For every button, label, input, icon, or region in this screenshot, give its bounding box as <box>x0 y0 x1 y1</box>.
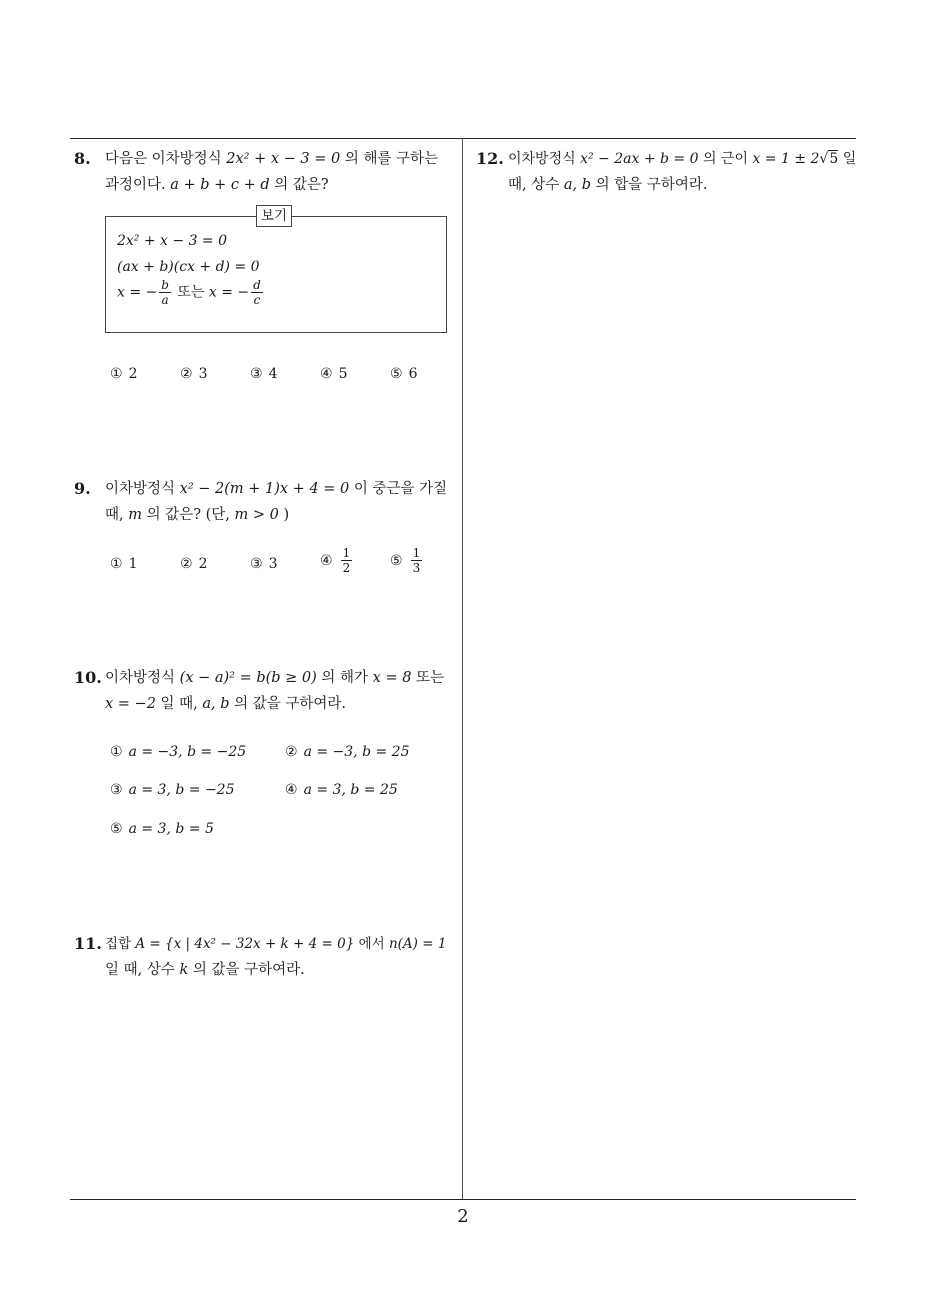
question-text: 집합 <box>105 936 136 952</box>
choice-4[interactable] <box>320 546 354 575</box>
question-line <box>105 691 346 717</box>
question-line <box>105 502 289 528</box>
choice-mark: ⑤ <box>390 366 403 382</box>
choice-mark: ③ <box>250 556 263 572</box>
denominator: c <box>253 293 261 307</box>
choice-value: 2 <box>128 366 138 382</box>
question-line <box>105 931 446 957</box>
expression: a + b + c + d <box>170 177 270 193</box>
question-text: 또는 <box>411 670 445 686</box>
choice-3[interactable] <box>250 366 277 382</box>
example-line: (ax + b)(cx + d) = 0 <box>117 259 260 275</box>
question-line <box>508 172 708 198</box>
question-text: 의 값을 구하여라. <box>188 962 305 978</box>
example-line: 2x² + x − 3 = 0 <box>117 233 228 249</box>
question-line <box>105 476 447 502</box>
example-line <box>117 278 265 307</box>
numerator: 1 <box>342 546 351 560</box>
equation: x = − <box>117 284 158 301</box>
choice-value: 1 <box>128 556 138 572</box>
sqrt-symbol: √ <box>819 151 829 167</box>
choice-value: a = −3, b = 25 <box>303 744 410 760</box>
question-number: 10. <box>74 668 102 687</box>
choice-mark: ⑤ <box>390 552 403 569</box>
choice-value: a = 3, b = −25 <box>128 782 235 798</box>
choice-value: 3 <box>198 366 208 382</box>
variable: k <box>179 962 189 978</box>
question-number: 11. <box>74 934 102 953</box>
question-text: 과정이다. <box>105 177 171 193</box>
choice-1[interactable] <box>110 366 137 382</box>
question-number: 9. <box>74 479 91 498</box>
choice-3[interactable] <box>110 782 235 798</box>
choice-mark: ⑤ <box>110 821 123 837</box>
numerator: d <box>253 278 261 292</box>
question-text: 의 값은? <box>269 177 329 193</box>
denominator: a <box>161 293 169 307</box>
question-text: 일 때, 상수 <box>105 962 180 978</box>
choice-2[interactable] <box>180 556 207 572</box>
page-number: 2 <box>457 1206 469 1227</box>
question-text: 이차방정식 <box>105 481 180 497</box>
choice-value: 5 <box>338 366 348 382</box>
question-text: 에서 <box>354 936 389 952</box>
equation: x = 1 ± 2 <box>752 151 820 167</box>
choice-mark: ④ <box>320 366 333 382</box>
numerator: 1 <box>412 546 421 560</box>
question-text: 의 해가 <box>316 670 373 686</box>
column-divider <box>462 138 463 1200</box>
choice-mark: ① <box>110 744 123 760</box>
choice-mark: ③ <box>110 782 123 798</box>
bottom-rule <box>70 1199 856 1200</box>
choice-2[interactable] <box>285 744 410 760</box>
choice-value: a = 3, b = 5 <box>128 821 214 837</box>
set-expression: A = {x | 4x² − 32x + k + 4 = 0} <box>135 936 355 952</box>
fraction <box>411 546 423 575</box>
question-line <box>105 665 444 691</box>
choice-mark: ② <box>180 556 193 572</box>
question-line <box>105 957 305 983</box>
choice-mark: ① <box>110 366 123 382</box>
choice-mark: ③ <box>250 366 263 382</box>
question-line <box>508 146 856 172</box>
equation: x = 8 <box>372 670 412 686</box>
sqrt-radicand: 5 <box>829 151 839 167</box>
choice-mark: ② <box>285 744 298 760</box>
choice-1[interactable] <box>110 556 137 572</box>
choice-value: 6 <box>408 366 418 382</box>
choice-4[interactable] <box>320 366 347 382</box>
connector-text: 또는 <box>172 284 209 301</box>
question-number: 12. <box>476 149 504 168</box>
top-rule <box>70 138 856 139</box>
example-box-label: 보기 <box>256 205 292 227</box>
equation: 2x² + x − 3 = 0 <box>226 151 341 167</box>
fraction <box>341 546 353 575</box>
equation: x = −2 <box>105 696 156 712</box>
condition: m > 0 <box>234 507 279 523</box>
question-text: 의 값을 구하여라. <box>229 696 347 712</box>
fraction <box>159 278 171 307</box>
question-text: 의 값은? (단, <box>141 507 235 523</box>
choice-5[interactable] <box>110 821 214 837</box>
question-line <box>105 172 329 198</box>
choice-mark: ④ <box>285 782 298 798</box>
question-text: 일 <box>838 151 857 167</box>
choice-value: a = 3, b = 25 <box>303 782 398 798</box>
question-text: 이차방정식 <box>508 151 581 167</box>
choice-value: a = −3, b = −25 <box>128 744 247 760</box>
choice-2[interactable] <box>180 366 207 382</box>
equation: x² − 2(m + 1)x + 4 = 0 <box>179 481 350 497</box>
question-text: 의 합을 구하여라. <box>591 177 708 193</box>
choice-1[interactable] <box>110 744 246 760</box>
equation: x = − <box>208 284 250 301</box>
choice-value: 4 <box>268 366 278 382</box>
question-text: 의 해를 구하는 <box>340 151 439 167</box>
question-text: 이 중근을 가질 <box>349 481 448 497</box>
question-text: 때, <box>105 507 129 523</box>
choice-value: 2 <box>198 556 208 572</box>
variable: m <box>128 507 142 523</box>
question-text: 이차방정식 <box>105 670 180 686</box>
question-text: 일 때, <box>155 696 203 712</box>
choice-mark: ② <box>180 366 193 382</box>
choice-3[interactable] <box>250 556 277 572</box>
question-line <box>105 146 438 172</box>
variables: a, b <box>202 696 230 712</box>
choice-4[interactable] <box>285 782 398 798</box>
choice-5[interactable] <box>390 546 424 575</box>
question-number: 8. <box>74 149 91 168</box>
denominator: 3 <box>412 561 421 575</box>
question-text: 때, 상수 <box>508 177 564 193</box>
numerator: b <box>161 278 169 292</box>
variables: a, b <box>563 177 592 193</box>
question-text: ) <box>278 507 290 523</box>
question-text: 다음은 이차방정식 <box>105 151 227 167</box>
choice-5[interactable] <box>390 366 417 382</box>
choice-mark: ① <box>110 556 123 572</box>
fraction <box>251 278 263 307</box>
choice-value: 3 <box>268 556 278 572</box>
question-text: 의 근이 <box>698 151 753 167</box>
equation: x² − 2ax + b = 0 <box>580 151 699 167</box>
equation: (x − a)² = b(b ≥ 0) <box>179 670 317 686</box>
equation: n(A) = 1 <box>388 936 447 952</box>
denominator: 2 <box>342 561 351 575</box>
choice-mark: ④ <box>320 552 333 569</box>
